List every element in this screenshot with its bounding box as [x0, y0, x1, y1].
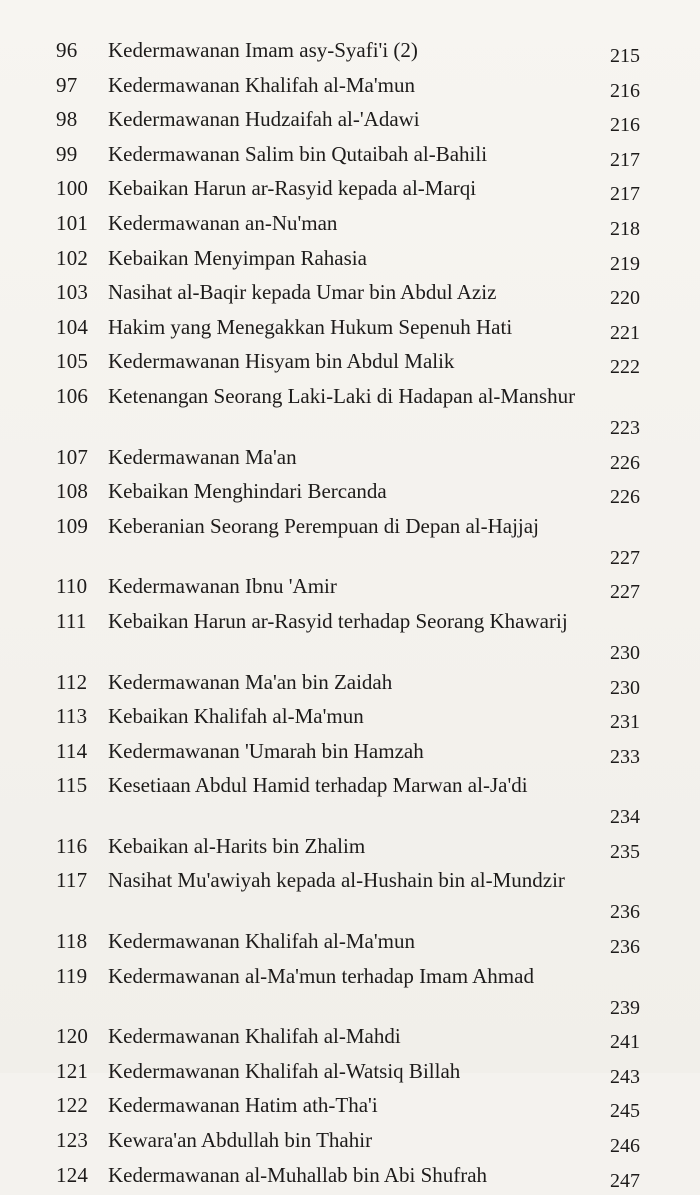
toc-entry-page-number: 236 [610, 936, 640, 959]
toc-entry [56, 962, 640, 1023]
toc-entry-title: Kedermawanan al-Muhallab bin Abi Shufrah [108, 1162, 488, 1187]
toc-entry-title: Kedermawanan Imam asy-Syafi'i (2) [108, 38, 418, 62]
toc-entry-page-number: 241 [610, 1031, 640, 1054]
toc-entry [56, 512, 640, 573]
toc-entry-title: Kedermawanan Khalifah al-Watsiq Billah [108, 1058, 461, 1083]
toc-entry-page-number: 230 [610, 641, 640, 664]
toc-entry-page-number: 243 [610, 1065, 640, 1088]
toc-entry-page-number: 246 [610, 1135, 640, 1158]
toc-entry-title: Kebaikan Harun ar-Rasyid terhadap Seorang Khawarij [108, 608, 568, 633]
toc-entry-title: Kedermawanan Ma'an [108, 444, 297, 469]
toc-entry-page-number: 247 [610, 1169, 640, 1192]
toc-entry-number: 116 [56, 833, 88, 858]
toc-entry-number: 115 [56, 773, 88, 798]
toc-entry-title: Kedermawanan Ma'an bin Zaidah [108, 669, 393, 694]
toc-entry [56, 771, 640, 832]
toc-entry-number: 96 [56, 38, 78, 62]
toc-entry [56, 36, 640, 71]
toc-entry-page-number: 216 [610, 114, 640, 137]
toc-entry [56, 382, 640, 443]
toc-entry-number: 109 [56, 513, 89, 538]
toc-entry-title: Kebaikan al-Harits bin Zhalim [108, 833, 366, 858]
toc-entry-number: 121 [56, 1058, 89, 1083]
toc-entry-number: 108 [56, 479, 89, 504]
toc-entry [56, 832, 640, 867]
toc-entry-title: Kebaikan Khalifah al-Ma'mun [108, 704, 364, 729]
toc-entry-number: 114 [56, 738, 88, 763]
toc-entry-title: Kedermawanan Salim bin Qutaibah al-Bahili [108, 141, 488, 166]
toc-entry [56, 244, 640, 279]
toc-entry-page-number: 220 [610, 287, 640, 310]
toc-entry-title: Keberanian Seorang Perempuan di Depan al-Hajjaj [108, 513, 539, 538]
toc-entry-number: 105 [56, 349, 89, 374]
toc-entry-page-number: 223 [610, 416, 640, 439]
toc-entry-page-number: 216 [610, 79, 640, 102]
toc-entry-page-number: 234 [610, 806, 640, 829]
toc-entry-page-number: 227 [610, 546, 640, 569]
toc-entry-title: Kedermawanan Hisyam bin Abdul Malik [108, 349, 455, 374]
toc-entry-number: 120 [56, 1024, 89, 1049]
toc-entry-number: 124 [56, 1162, 89, 1187]
toc-entry-title: Ketenangan Seorang Laki-Laki di Hadapan al-Manshur [108, 383, 576, 408]
toc-entry [56, 477, 640, 512]
toc-entry-title: Kedermawanan Khalifah al-Ma'mun [108, 72, 415, 97]
toc-entry-page-number: 221 [610, 321, 640, 344]
toc-entry-page-number: 239 [610, 996, 640, 1019]
toc-entry-number: 99 [56, 141, 78, 166]
toc-entry-page-number: 230 [610, 676, 640, 699]
toc-entry-number: 102 [56, 245, 89, 270]
toc-entry-number: 101 [56, 210, 89, 235]
toc-entry-title: Kedermawanan Khalifah al-Ma'mun [108, 929, 415, 954]
toc-entry [56, 1057, 640, 1092]
toc-entry-page-number: 245 [610, 1100, 640, 1123]
toc-entry-number: 107 [56, 444, 89, 469]
toc-entry-page-number: 219 [610, 252, 640, 275]
toc-entry [56, 1126, 640, 1161]
toc-entry [56, 702, 640, 737]
toc-entry-page-number: 235 [610, 840, 640, 863]
toc-entry [56, 313, 640, 348]
toc-entry-title: Kebaikan Harun ar-Rasyid kepada al-Marqi [108, 176, 477, 201]
toc-entry-title: Kedermawanan Hatim ath-Tha'i [108, 1093, 378, 1118]
toc-entry-number: 119 [56, 963, 88, 988]
toc-entry-title: Kewara'an Abdullah bin Thahir [108, 1128, 373, 1153]
toc-entry-page-number: 226 [610, 486, 640, 509]
toc-entry-title: Kesetiaan Abdul Hamid terhadap Marwan al-Ja'di [108, 773, 528, 798]
toc-entry [56, 209, 640, 244]
toc-entry-page-number: 222 [610, 356, 640, 379]
toc-entry-page-number: 215 [610, 45, 640, 67]
toc-entry-title: Kedermawanan Khalifah al-Mahdi [108, 1024, 401, 1049]
toc-entry-title: Kedermawanan al-Ma'mun terhadap Imam Ahmad [108, 963, 534, 988]
toc-entry-number: 118 [56, 929, 88, 954]
toc-entry-title: Kedermawanan Hudzaifah al-'Adawi [108, 107, 420, 132]
toc-entry-page-number: 217 [610, 148, 640, 171]
toc-entry-number: 106 [56, 383, 89, 408]
toc-entry [56, 71, 640, 106]
toc-entry-page-number: 218 [610, 217, 640, 240]
toc-entry [56, 278, 640, 313]
table-of-contents [56, 36, 640, 1195]
toc-entry [56, 347, 640, 382]
toc-entry-number: 103 [56, 280, 89, 305]
toc-entry-number: 100 [56, 176, 89, 201]
toc-entry-title: Hakim yang Menegakkan Hukum Sepenuh Hati [108, 314, 513, 339]
toc-entry-title: Nasihat Mu'awiyah kepada al-Hushain bin al-Mundzir [108, 868, 565, 893]
toc-entry [56, 443, 640, 478]
toc-entry-number: 123 [56, 1128, 89, 1153]
toc-entry [56, 668, 640, 703]
toc-entry-title: Kedermawanan 'Umarah bin Hamzah [108, 738, 424, 763]
toc-entry-page-number: 227 [610, 581, 640, 604]
toc-entry-number: 117 [56, 868, 88, 893]
toc-entry-number: 113 [56, 704, 88, 729]
toc-entry-title: Kebaikan Menyimpan Rahasia [108, 245, 367, 270]
toc-entry-number: 122 [56, 1093, 89, 1118]
toc-entry-page-number: 231 [610, 711, 640, 734]
toc-entry [56, 866, 640, 927]
toc-entry [56, 927, 640, 962]
toc-entry-number: 97 [56, 72, 78, 97]
toc-entry [56, 572, 640, 607]
toc-entry-page-number: 233 [610, 745, 640, 768]
toc-entry-number: 111 [56, 608, 87, 633]
toc-entry [56, 1161, 640, 1195]
toc-entry [56, 1091, 640, 1126]
toc-entry [56, 174, 640, 209]
toc-entry-page-number: 217 [610, 183, 640, 206]
toc-entry-title: Kedermawanan Ibnu 'Amir [108, 574, 337, 599]
toc-entry [56, 607, 640, 668]
toc-entry-number: 112 [56, 669, 88, 694]
toc-entry-number: 104 [56, 314, 89, 339]
toc-entry-number: 110 [56, 574, 88, 599]
toc-entry [56, 140, 640, 175]
toc-entry-number: 98 [56, 107, 78, 132]
toc-entry-title: Nasihat al-Baqir kepada Umar bin Abdul Aziz [108, 280, 497, 305]
toc-entry [56, 737, 640, 772]
toc-entry-page-number: 236 [610, 901, 640, 924]
toc-entry-title: Kebaikan Menghindari Bercanda [108, 479, 387, 504]
toc-entry [56, 1022, 640, 1057]
toc-entry-title: Kedermawanan an-Nu'man [108, 210, 338, 235]
toc-entry-page-number: 226 [610, 451, 640, 474]
toc-entry [56, 105, 640, 140]
